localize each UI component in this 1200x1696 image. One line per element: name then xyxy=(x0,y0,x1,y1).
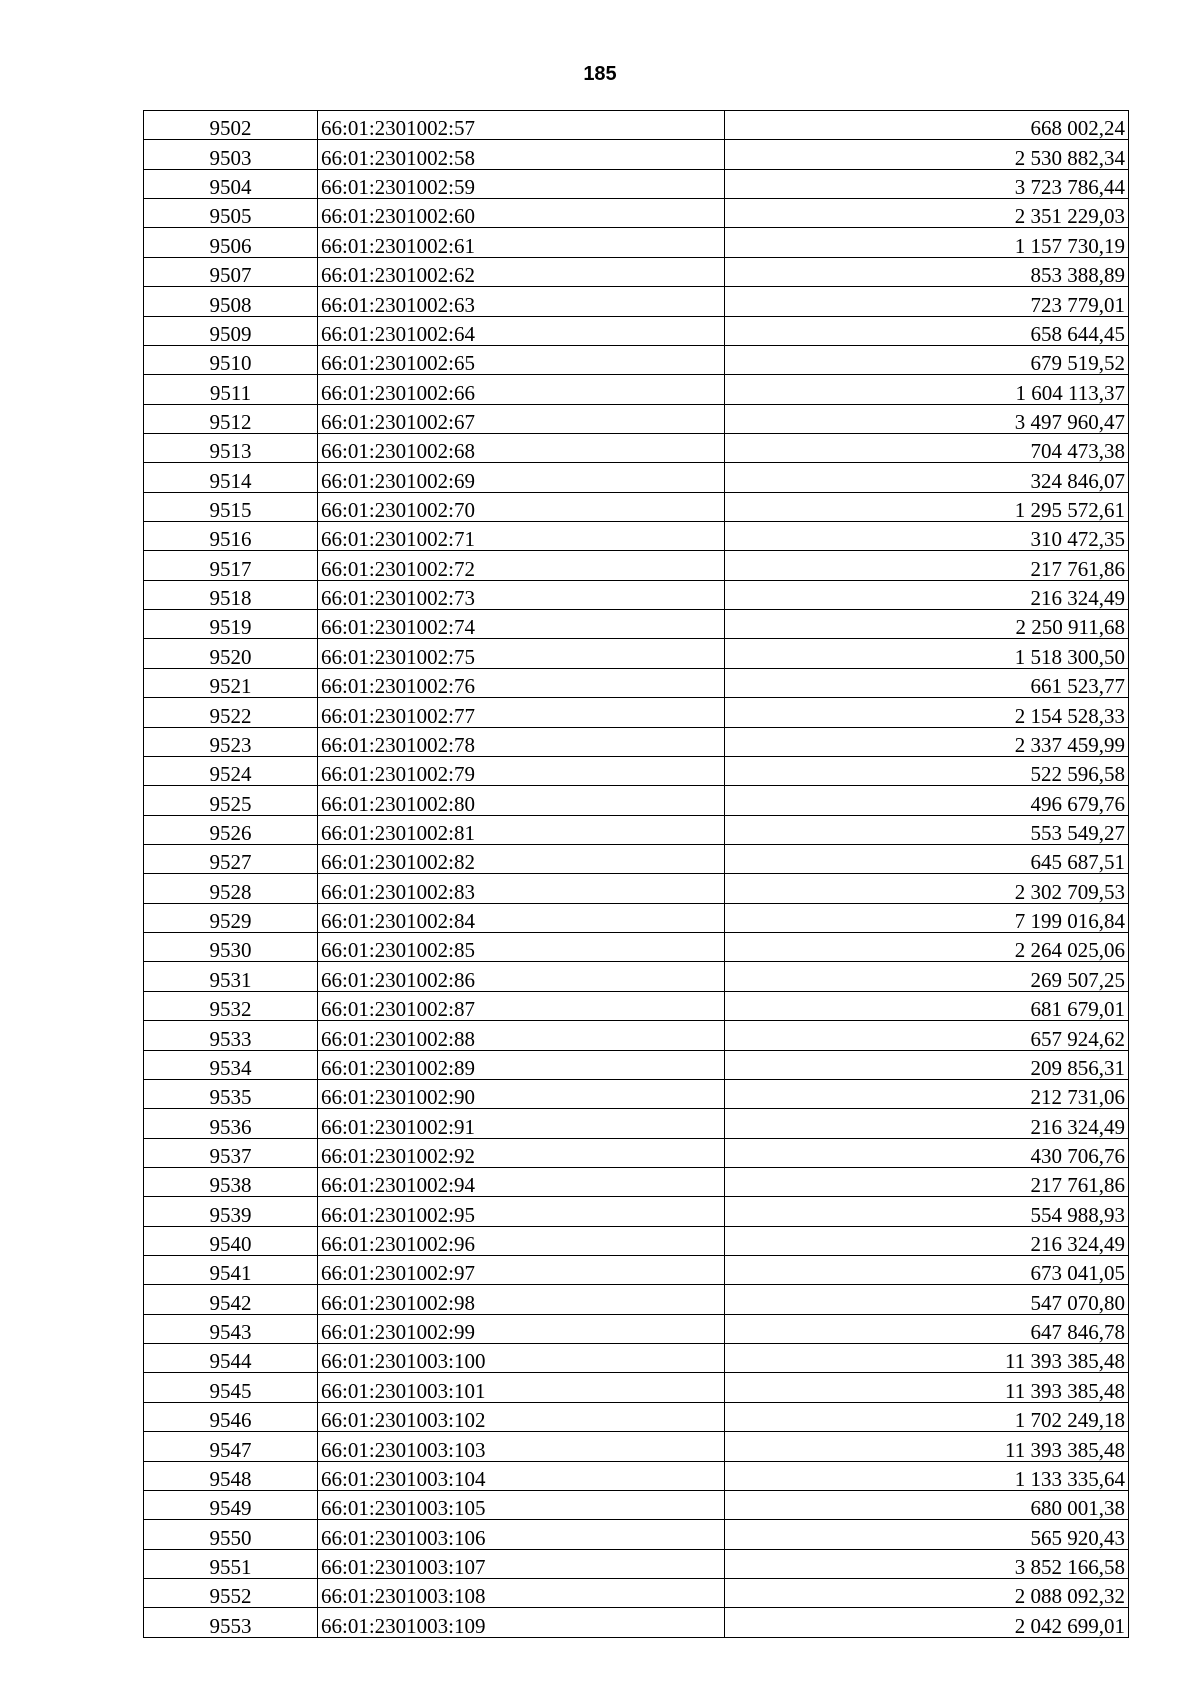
cadastral-value-cell: 658 644,45 xyxy=(725,316,1129,345)
table-row xyxy=(144,668,1129,697)
cadastral-number-cell: 66:01:2301002:80 xyxy=(318,786,725,815)
cadastral-value-cell: 1 518 300,50 xyxy=(725,639,1129,668)
cadastral-number-cell: 66:01:2301002:61 xyxy=(318,228,725,257)
cadastral-value-cell: 11 393 385,48 xyxy=(725,1432,1129,1461)
cadastral-value-cell: 217 761,86 xyxy=(725,551,1129,580)
row-number-cell: 9533 xyxy=(144,1021,318,1050)
table-row xyxy=(144,1138,1129,1167)
cadastral-value-cell: 496 679,76 xyxy=(725,786,1129,815)
table-row xyxy=(144,933,1129,962)
row-number-cell: 9548 xyxy=(144,1461,318,1490)
table-row xyxy=(144,1285,1129,1314)
row-number-cell: 9531 xyxy=(144,962,318,991)
cadastral-number-cell: 66:01:2301002:76 xyxy=(318,668,725,697)
cadastral-number-cell: 66:01:2301002:98 xyxy=(318,1285,725,1314)
cadastral-value-cell: 209 856,31 xyxy=(725,1050,1129,1079)
cadastral-number-cell: 66:01:2301003:107 xyxy=(318,1549,725,1578)
row-number-cell: 9512 xyxy=(144,404,318,433)
cadastral-value-cell: 645 687,51 xyxy=(725,844,1129,873)
row-number-cell: 9544 xyxy=(144,1344,318,1373)
table-row xyxy=(144,1432,1129,1461)
cadastral-number-cell: 66:01:2301002:83 xyxy=(318,874,725,903)
row-number-cell: 9529 xyxy=(144,903,318,932)
cadastral-value-cell: 647 846,78 xyxy=(725,1314,1129,1343)
row-number-cell: 9541 xyxy=(144,1256,318,1285)
cadastral-number-cell: 66:01:2301002:85 xyxy=(318,933,725,962)
table-row xyxy=(144,1079,1129,1108)
row-number-cell: 9523 xyxy=(144,727,318,756)
cadastral-number-cell: 66:01:2301002:65 xyxy=(318,345,725,374)
cadastral-value-cell: 2 264 025,06 xyxy=(725,933,1129,962)
cadastral-value-cell: 661 523,77 xyxy=(725,668,1129,697)
row-number-cell: 9532 xyxy=(144,991,318,1020)
cadastral-number-cell: 66:01:2301003:101 xyxy=(318,1373,725,1402)
table-row xyxy=(144,551,1129,580)
table-row xyxy=(144,874,1129,903)
row-number-cell: 9543 xyxy=(144,1314,318,1343)
cadastral-value-cell: 269 507,25 xyxy=(725,962,1129,991)
row-number-cell: 9506 xyxy=(144,228,318,257)
row-number-cell: 9522 xyxy=(144,698,318,727)
cadastral-value-cell: 7 199 016,84 xyxy=(725,903,1129,932)
cadastral-number-cell: 66:01:2301002:72 xyxy=(318,551,725,580)
cadastral-number-cell: 66:01:2301003:105 xyxy=(318,1490,725,1519)
cadastral-number-cell: 66:01:2301002:92 xyxy=(318,1138,725,1167)
cadastral-value-cell: 2 088 092,32 xyxy=(725,1578,1129,1607)
row-number-cell: 9520 xyxy=(144,639,318,668)
cadastral-number-cell: 66:01:2301002:66 xyxy=(318,375,725,404)
row-number-cell: 9519 xyxy=(144,610,318,639)
table-row xyxy=(144,1050,1129,1079)
row-number-cell: 9535 xyxy=(144,1079,318,1108)
row-number-cell: 9546 xyxy=(144,1402,318,1431)
cadastral-value-cell: 2 250 911,68 xyxy=(725,610,1129,639)
cadastral-number-cell: 66:01:2301002:87 xyxy=(318,991,725,1020)
table-row xyxy=(144,1226,1129,1255)
cadastral-value-cell: 681 679,01 xyxy=(725,991,1129,1020)
page-number: 185 xyxy=(583,63,617,85)
cadastral-number-cell: 66:01:2301002:84 xyxy=(318,903,725,932)
cadastral-value-cell: 668 002,24 xyxy=(725,111,1129,140)
cadastral-number-cell: 66:01:2301002:73 xyxy=(318,580,725,609)
row-number-cell: 9514 xyxy=(144,463,318,492)
row-number-cell: 9537 xyxy=(144,1138,318,1167)
row-number-cell: 9524 xyxy=(144,756,318,785)
cadastral-value-cell: 2 042 699,01 xyxy=(725,1608,1129,1637)
cadastral-value-cell: 565 920,43 xyxy=(725,1520,1129,1549)
row-number-cell: 9539 xyxy=(144,1197,318,1226)
row-number-cell: 9552 xyxy=(144,1578,318,1607)
cadastral-number-cell: 66:01:2301003:102 xyxy=(318,1402,725,1431)
cadastral-value-cell: 324 846,07 xyxy=(725,463,1129,492)
table-row xyxy=(144,463,1129,492)
cadastral-number-cell: 66:01:2301002:89 xyxy=(318,1050,725,1079)
table-row xyxy=(144,228,1129,257)
table-row xyxy=(144,786,1129,815)
table-row xyxy=(144,1197,1129,1226)
cadastral-value-cell: 2 530 882,34 xyxy=(725,140,1129,169)
row-number-cell: 9525 xyxy=(144,786,318,815)
cadastral-value-cell: 216 324,49 xyxy=(725,1109,1129,1138)
cadastral-number-cell: 66:01:2301002:58 xyxy=(318,140,725,169)
table-row xyxy=(144,111,1129,140)
table-row xyxy=(144,698,1129,727)
cadastral-value-cell: 212 731,06 xyxy=(725,1079,1129,1108)
table-row xyxy=(144,1109,1129,1138)
cadastral-number-cell: 66:01:2301002:70 xyxy=(318,492,725,521)
row-number-cell: 9534 xyxy=(144,1050,318,1079)
row-number-cell: 9550 xyxy=(144,1520,318,1549)
cadastral-value-cell: 1 702 249,18 xyxy=(725,1402,1129,1431)
row-number-cell: 9536 xyxy=(144,1109,318,1138)
table-row xyxy=(144,199,1129,228)
table-row xyxy=(144,756,1129,785)
cadastral-value-cell: 216 324,49 xyxy=(725,580,1129,609)
row-number-cell: 9511 xyxy=(144,375,318,404)
cadastral-number-cell: 66:01:2301003:103 xyxy=(318,1432,725,1461)
cadastral-number-cell: 66:01:2301003:109 xyxy=(318,1608,725,1637)
cadastral-value-cell: 673 041,05 xyxy=(725,1256,1129,1285)
row-number-cell: 9516 xyxy=(144,522,318,551)
cadastral-number-cell: 66:01:2301003:108 xyxy=(318,1578,725,1607)
row-number-cell: 9513 xyxy=(144,433,318,462)
cadastral-value-cell: 1 604 113,37 xyxy=(725,375,1129,404)
row-number-cell: 9504 xyxy=(144,169,318,198)
row-number-cell: 9551 xyxy=(144,1549,318,1578)
table-row xyxy=(144,991,1129,1020)
row-number-cell: 9528 xyxy=(144,874,318,903)
row-number-cell: 9540 xyxy=(144,1226,318,1255)
row-number-cell: 9527 xyxy=(144,844,318,873)
row-number-cell: 9545 xyxy=(144,1373,318,1402)
cadastral-number-cell: 66:01:2301002:63 xyxy=(318,287,725,316)
cadastral-value-cell: 553 549,27 xyxy=(725,815,1129,844)
table-row xyxy=(144,962,1129,991)
cadastral-number-cell: 66:01:2301002:60 xyxy=(318,199,725,228)
cadastral-number-cell: 66:01:2301002:67 xyxy=(318,404,725,433)
cadastral-value-cell: 3 852 166,58 xyxy=(725,1549,1129,1578)
table-row xyxy=(144,169,1129,198)
table-row xyxy=(144,492,1129,521)
cadastral-number-cell: 66:01:2301002:90 xyxy=(318,1079,725,1108)
row-number-cell: 9553 xyxy=(144,1608,318,1637)
table-row xyxy=(144,1314,1129,1343)
cadastral-value-table xyxy=(143,110,1129,1638)
cadastral-number-cell: 66:01:2301002:88 xyxy=(318,1021,725,1050)
cadastral-value-cell: 723 779,01 xyxy=(725,287,1129,316)
table-row xyxy=(144,316,1129,345)
row-number-cell: 9502 xyxy=(144,111,318,140)
cadastral-number-cell: 66:01:2301002:79 xyxy=(318,756,725,785)
table-row xyxy=(144,1256,1129,1285)
cadastral-value-cell: 680 001,38 xyxy=(725,1490,1129,1519)
cadastral-value-cell: 1 133 335,64 xyxy=(725,1461,1129,1490)
table-row xyxy=(144,287,1129,316)
row-number-cell: 9530 xyxy=(144,933,318,962)
cadastral-number-cell: 66:01:2301002:95 xyxy=(318,1197,725,1226)
table-row xyxy=(144,522,1129,551)
table-row xyxy=(144,610,1129,639)
cadastral-value-cell: 217 761,86 xyxy=(725,1167,1129,1196)
cadastral-number-cell: 66:01:2301002:62 xyxy=(318,257,725,286)
cadastral-number-cell: 66:01:2301002:91 xyxy=(318,1109,725,1138)
cadastral-value-cell: 3 723 786,44 xyxy=(725,169,1129,198)
cadastral-number-cell: 66:01:2301002:96 xyxy=(318,1226,725,1255)
cadastral-value-cell: 522 596,58 xyxy=(725,756,1129,785)
table-row xyxy=(144,1490,1129,1519)
cadastral-number-cell: 66:01:2301003:106 xyxy=(318,1520,725,1549)
cadastral-number-cell: 66:01:2301002:57 xyxy=(318,111,725,140)
row-number-cell: 9503 xyxy=(144,140,318,169)
row-number-cell: 9510 xyxy=(144,345,318,374)
table-row xyxy=(144,375,1129,404)
table-row xyxy=(144,433,1129,462)
row-number-cell: 9547 xyxy=(144,1432,318,1461)
table-row xyxy=(144,1549,1129,1578)
cadastral-number-cell: 66:01:2301002:69 xyxy=(318,463,725,492)
row-number-cell: 9517 xyxy=(144,551,318,580)
row-number-cell: 9526 xyxy=(144,815,318,844)
cadastral-number-cell: 66:01:2301002:99 xyxy=(318,1314,725,1343)
cadastral-value-cell: 216 324,49 xyxy=(725,1226,1129,1255)
row-number-cell: 9542 xyxy=(144,1285,318,1314)
row-number-cell: 9521 xyxy=(144,668,318,697)
table-row xyxy=(144,257,1129,286)
cadastral-number-cell: 66:01:2301002:94 xyxy=(318,1167,725,1196)
cadastral-number-cell: 66:01:2301003:100 xyxy=(318,1344,725,1373)
cadastral-value-cell: 1 157 730,19 xyxy=(725,228,1129,257)
table-row xyxy=(144,815,1129,844)
cadastral-number-cell: 66:01:2301002:71 xyxy=(318,522,725,551)
table-row xyxy=(144,1344,1129,1373)
cadastral-value-cell: 2 337 459,99 xyxy=(725,727,1129,756)
cadastral-number-cell: 66:01:2301002:81 xyxy=(318,815,725,844)
table-row xyxy=(144,580,1129,609)
table-row xyxy=(144,1520,1129,1549)
cadastral-value-cell: 2 154 528,33 xyxy=(725,698,1129,727)
cadastral-value-cell: 853 388,89 xyxy=(725,257,1129,286)
table-row xyxy=(144,727,1129,756)
table-row xyxy=(144,404,1129,433)
cadastral-value-cell: 310 472,35 xyxy=(725,522,1129,551)
row-number-cell: 9518 xyxy=(144,580,318,609)
row-number-cell: 9509 xyxy=(144,316,318,345)
cadastral-value-cell: 2 351 229,03 xyxy=(725,199,1129,228)
cadastral-number-cell: 66:01:2301002:82 xyxy=(318,844,725,873)
row-number-cell: 9505 xyxy=(144,199,318,228)
row-number-cell: 9508 xyxy=(144,287,318,316)
table-row xyxy=(144,1021,1129,1050)
row-number-cell: 9507 xyxy=(144,257,318,286)
table-row xyxy=(144,1167,1129,1196)
table-row xyxy=(144,639,1129,668)
cadastral-value-cell: 1 295 572,61 xyxy=(725,492,1129,521)
table-row xyxy=(144,140,1129,169)
table-body xyxy=(144,111,1129,1638)
cadastral-value-cell: 704 473,38 xyxy=(725,433,1129,462)
cadastral-number-cell: 66:01:2301002:59 xyxy=(318,169,725,198)
table-row xyxy=(144,903,1129,932)
table-row xyxy=(144,1608,1129,1637)
cadastral-number-cell: 66:01:2301002:74 xyxy=(318,610,725,639)
cadastral-value-cell: 547 070,80 xyxy=(725,1285,1129,1314)
table-row xyxy=(144,1402,1129,1431)
cadastral-number-cell: 66:01:2301002:97 xyxy=(318,1256,725,1285)
table-row xyxy=(144,1578,1129,1607)
cadastral-number-cell: 66:01:2301002:64 xyxy=(318,316,725,345)
cadastral-number-cell: 66:01:2301002:68 xyxy=(318,433,725,462)
table-row xyxy=(144,345,1129,374)
cadastral-value-cell: 2 302 709,53 xyxy=(725,874,1129,903)
cadastral-number-cell: 66:01:2301002:86 xyxy=(318,962,725,991)
cadastral-number-cell: 66:01:2301003:104 xyxy=(318,1461,725,1490)
row-number-cell: 9538 xyxy=(144,1167,318,1196)
cadastral-number-cell: 66:01:2301002:75 xyxy=(318,639,725,668)
row-number-cell: 9515 xyxy=(144,492,318,521)
cadastral-value-cell: 430 706,76 xyxy=(725,1138,1129,1167)
table-row xyxy=(144,1373,1129,1402)
cadastral-value-cell: 3 497 960,47 xyxy=(725,404,1129,433)
table-row xyxy=(144,844,1129,873)
row-number-cell: 9549 xyxy=(144,1490,318,1519)
cadastral-number-cell: 66:01:2301002:77 xyxy=(318,698,725,727)
cadastral-value-cell: 11 393 385,48 xyxy=(725,1344,1129,1373)
cadastral-value-cell: 657 924,62 xyxy=(725,1021,1129,1050)
cadastral-value-cell: 554 988,93 xyxy=(725,1197,1129,1226)
table-row xyxy=(144,1461,1129,1490)
cadastral-number-cell: 66:01:2301002:78 xyxy=(318,727,725,756)
cadastral-value-cell: 11 393 385,48 xyxy=(725,1373,1129,1402)
cadastral-value-cell: 679 519,52 xyxy=(725,345,1129,374)
